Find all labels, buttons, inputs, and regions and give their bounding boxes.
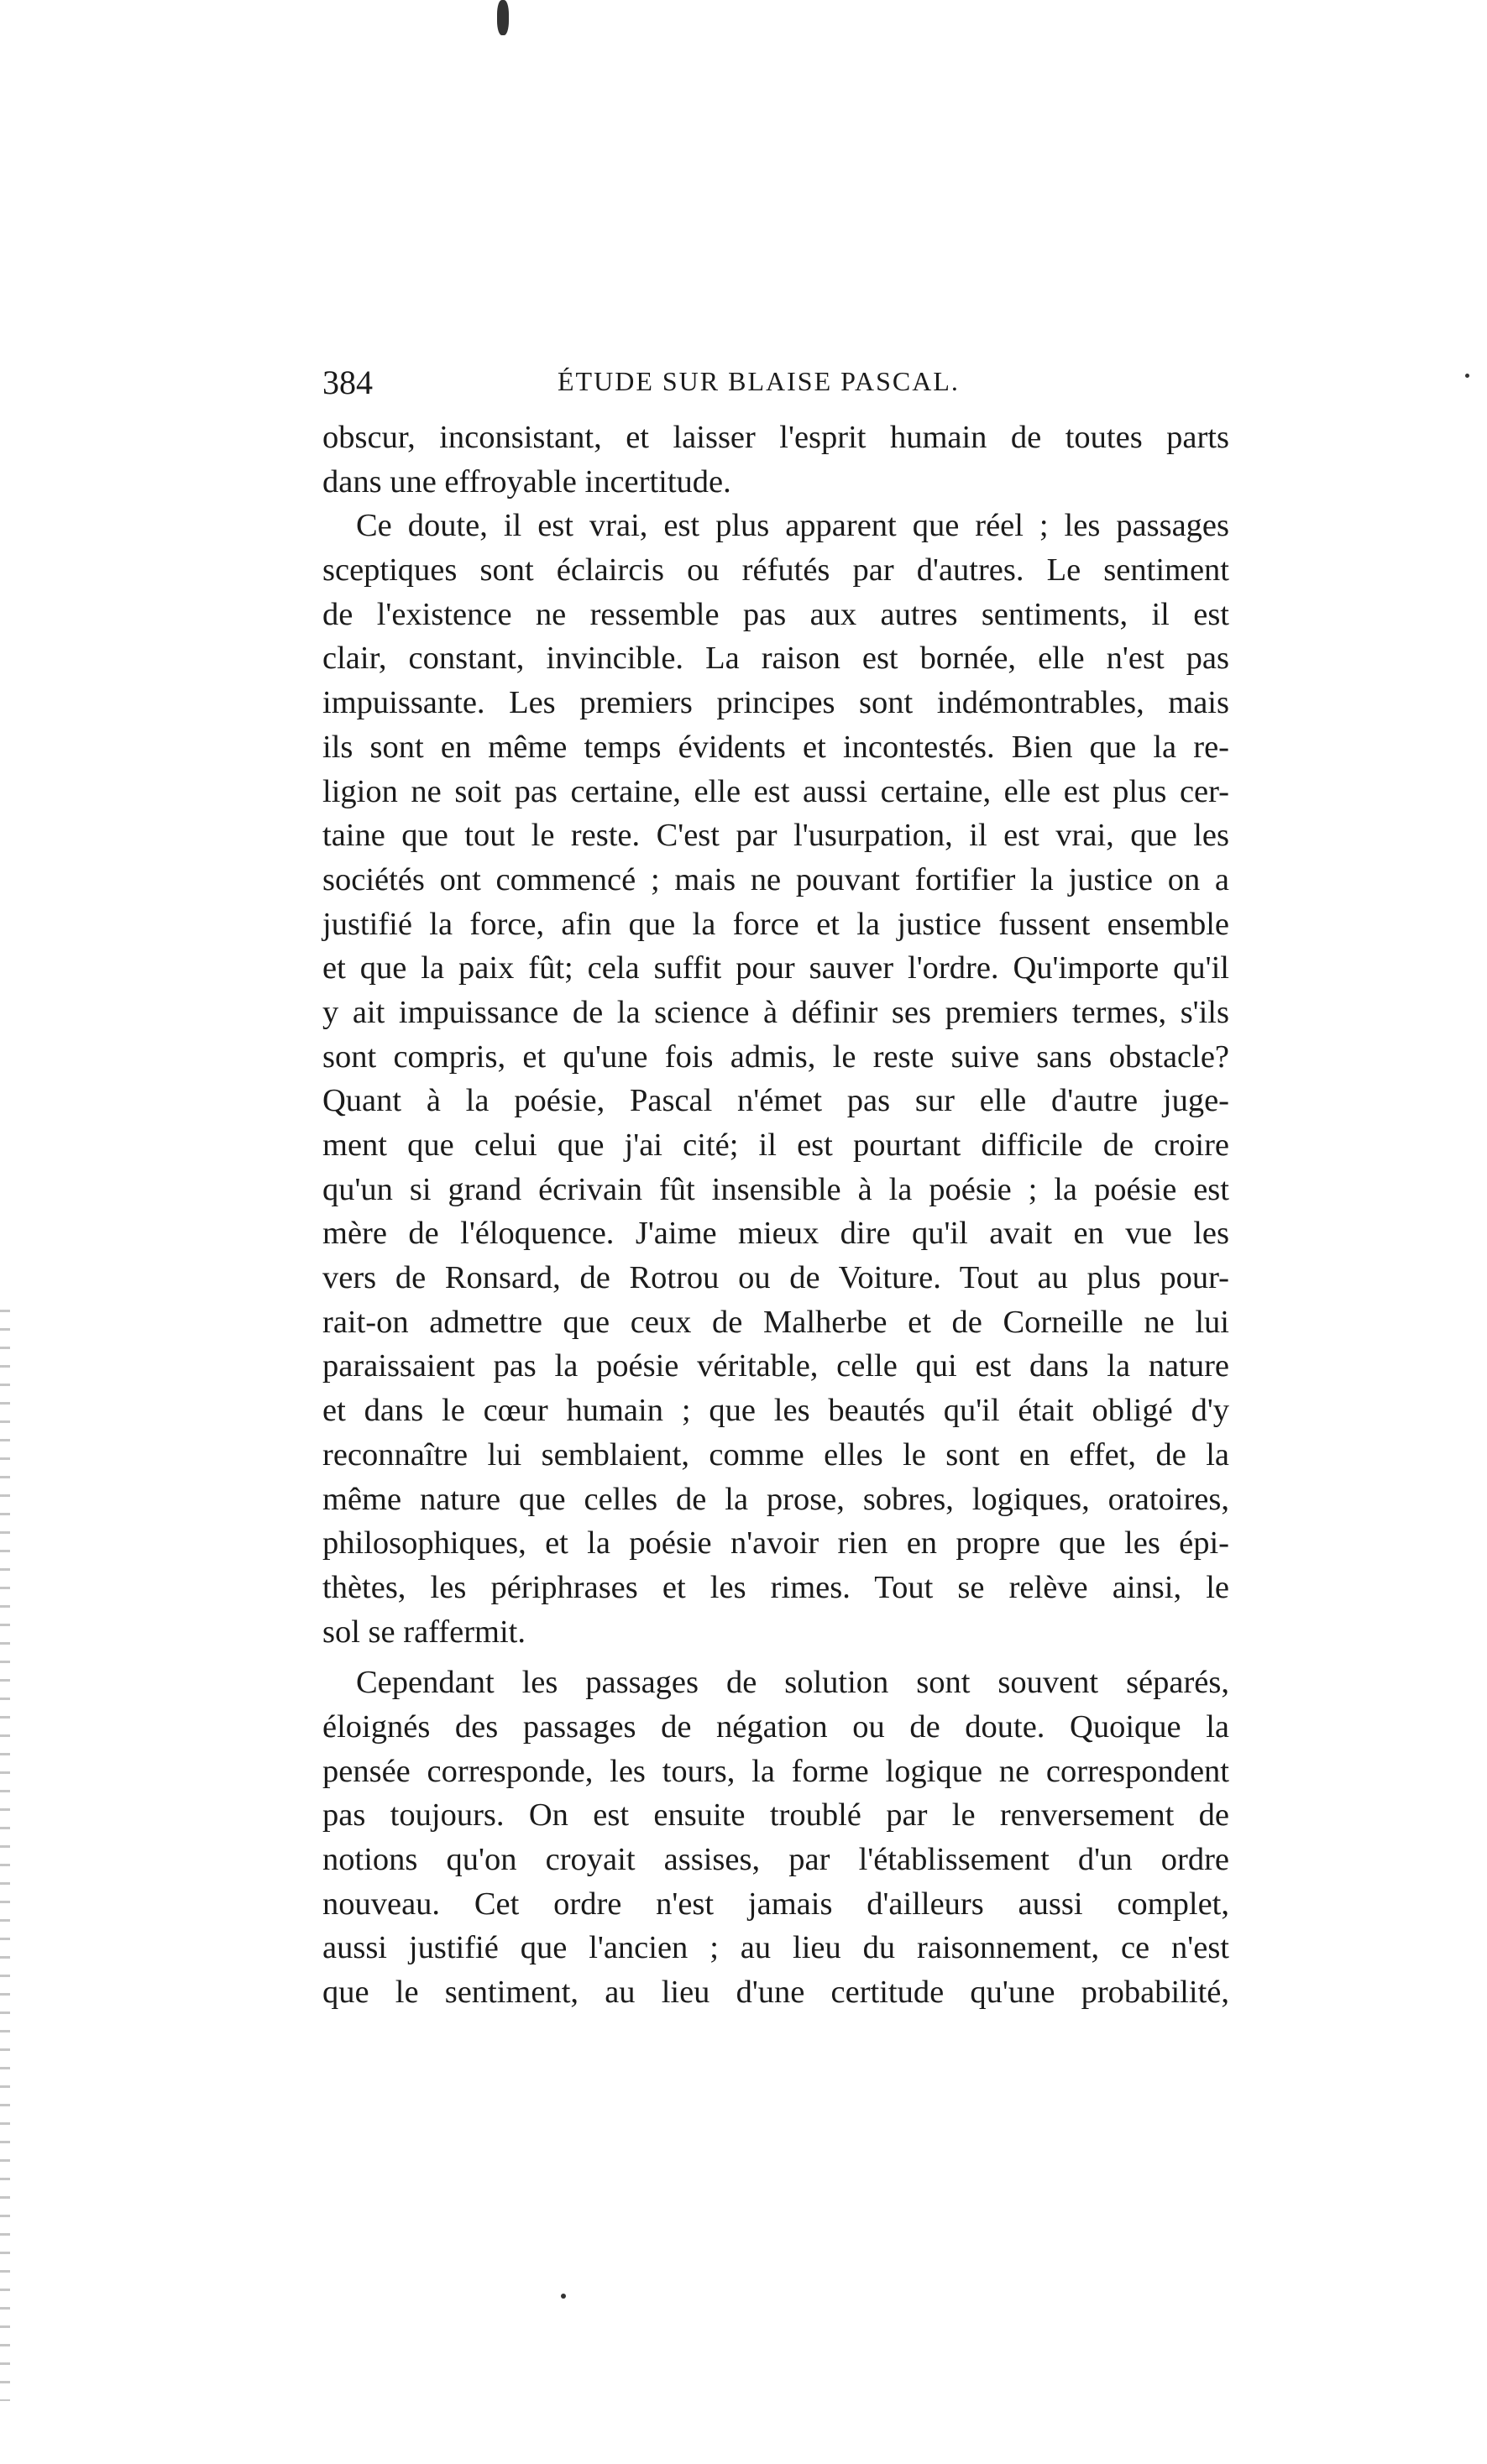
text-line: pensée corresponde, les tours, la forme logique ne correspondent (322, 1753, 1229, 1789)
ink-dot-bottom (561, 2294, 566, 2299)
text-line: sont compris, et qu'une fois admis, le reste suive sans obstacle? (322, 1038, 1229, 1075)
text-line: taine que tout le reste. C'est par l'usurpation, il est vrai, que les (322, 818, 1229, 854)
text-line: Ce doute, il est vrai, est plus apparent que réel ; les passages (356, 508, 1229, 544)
text-line: thètes, les périphrases et les rimes. Tout se relève ainsi, le (322, 1569, 1229, 1605)
text-line: dans une effroyable incertitude. (322, 463, 731, 500)
text-line: Cependant les passages de solution sont souvent séparés, (356, 1665, 1229, 1701)
text-line: clair, constant, invincible. La raison est bornée, elle n'est pas (322, 641, 1229, 677)
text-line: mère de l'éloquence. J'aime mieux dire qu'il avait en vue les (322, 1216, 1229, 1252)
ink-blot-top (497, 0, 509, 35)
text-line: impuissante. Les premiers principes sont indémontrables, mais (322, 685, 1229, 721)
text-line: y ait impuissance de la science à définir ses premiers termes, s'ils (322, 994, 1229, 1030)
text-line: notions qu'on croyait assises, par l'établissement d'un ordre (322, 1842, 1229, 1877)
text-line: justifié la force, afin que la force et la justice fussent ensemble (322, 906, 1229, 942)
text-line: vers de Ronsard, de Rotrou ou de Voiture. Tout au plus pour- (322, 1260, 1229, 1296)
text-line: reconnaître lui semblaient, comme elles le sont en effet, de la (322, 1436, 1229, 1473)
text-line: que le sentiment, au lieu d'une certitude qu'une probabilité, (322, 1975, 1229, 2011)
page-header (322, 363, 1229, 413)
body-text (322, 416, 1229, 2015)
text-line: de l'existence ne ressemble pas aux autres sentiments, il est (322, 596, 1229, 632)
text-line: ligion ne soit pas certaine, elle est aussi certaine, elle est plus cer- (322, 773, 1229, 809)
page-number: 384 (322, 364, 373, 401)
text-line: paraissaient pas la poésie véritable, celle qui est dans la nature (322, 1348, 1229, 1384)
text-line: nouveau. Cet ordre n'est jamais d'ailleurs aussi complet, (322, 1886, 1229, 1922)
text-line: Quant à la poésie, Pascal n'émet pas sur elle d'autre juge- (322, 1083, 1229, 1119)
text-line: éloignés des passages de négation ou de doute. Quoique la (322, 1708, 1229, 1745)
text-line: sol se raffermit. (322, 1614, 526, 1650)
text-line: qu'un si grand écrivain fût insensible à la poésie ; la poésie est (322, 1171, 1229, 1207)
text-line: sociétés ont commencé ; mais ne pouvant fortifier la justice on a (322, 861, 1229, 897)
text-line: et dans le cœur humain ; que les beautés qu'il était obligé d'y (322, 1393, 1229, 1429)
text-line: et que la paix fût; cela suffit pour sauver l'ordre. Qu'importe qu'il (322, 950, 1229, 986)
scan-margin-specks (0, 1310, 10, 2401)
text-line: aussi justifié que l'ancien ; au lieu du raisonnement, ce n'est (322, 1930, 1229, 1966)
text-line: ils sont en même temps évidents et incontestés. Bien que la re- (322, 729, 1229, 765)
text-line: rait-on admettre que ceux de Malherbe et de Corneille ne lui (322, 1304, 1229, 1340)
running-title: ÉTUDE SUR BLAISE PASCAL. (558, 366, 960, 396)
text-line: philosophiques, et la poésie n'avoir rien en propre que les épi- (322, 1525, 1229, 1562)
text-line: pas toujours. On est ensuite troublé par le renversement de (322, 1797, 1229, 1834)
text-line: ment que celui que j'ai cité; il est pourtant difficile de croire (322, 1127, 1229, 1163)
ink-dot-right (1465, 374, 1469, 378)
text-line: même nature que celles de la prose, sobres, logiques, oratoires, (322, 1481, 1229, 1517)
text-line: sceptiques sont éclaircis ou réfutés par d'autres. Le sentiment (322, 552, 1229, 589)
text-line: obscur, inconsistant, et laisser l'esprit humain de toutes parts (322, 420, 1229, 455)
